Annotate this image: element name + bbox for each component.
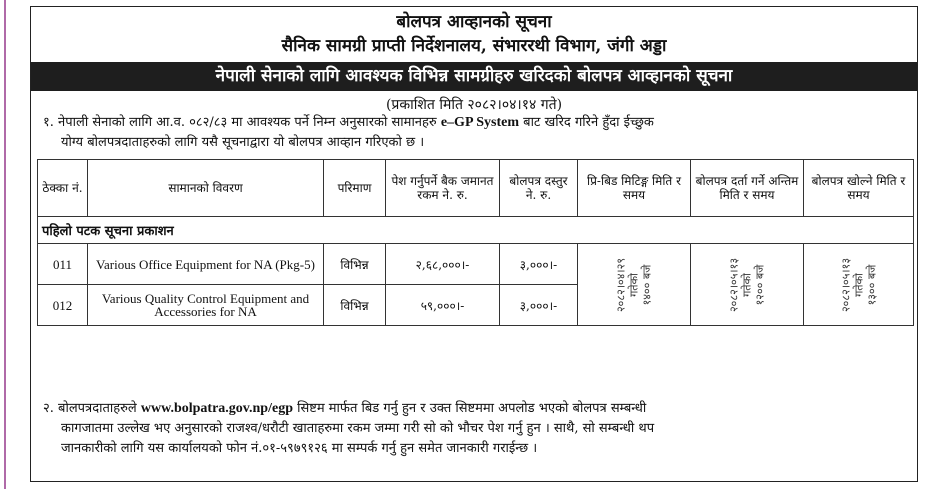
para2-text-d: जानकारीको लागि यस कार्यालयको फोन नं.०१-५९७९१२६ मा सम्पर्क गर्नु हुन समेत जानकारी गराईन्छ । <box>61 441 538 456</box>
header-prebid-meeting: प्रि-बिड मिटिङ्ग मिति र समय <box>578 160 691 217</box>
para2-text-b: सिष्टम मार्फत बिड गर्नु हुन र उक्त सिष्टममा अपलोड भएको बोलपत्र सम्बन्धी <box>297 401 647 416</box>
para1-text-b: बाट खरिद गरिने हुँदा ईच्छुक <box>523 115 654 130</box>
paragraph-2 <box>43 399 907 459</box>
para2-text-c: कागजातमा उल्लेख भए अनुसारको राजश्व/धरौटी खाताहरुमा रकम जम्मा गरी सो को भौचर पेश गर्नु हुन । साथै, सो सम्बन्धी थप <box>61 421 655 436</box>
deadline-day: गतेको <box>740 272 754 297</box>
opening-time: १३०० बजे <box>865 264 878 305</box>
notice-title: बोलपत्र आव्हानको सूचना <box>396 12 552 32</box>
header-bank-guarantee: पेश गर्नुपर्ने बैक जमानत रकम ने. रु. <box>386 160 500 217</box>
deadline-datetime <box>691 244 804 326</box>
prebid-date: २०८२।०४।२९ <box>614 257 628 312</box>
header-contract-no: ठेक्का नं. <box>38 160 88 217</box>
bid-fee: ३,०००।- <box>500 285 578 326</box>
contract-no: 012 <box>38 285 88 326</box>
header-bid-opening: बोलपत्र खोल्ने मिति र समय <box>804 160 914 217</box>
notice-frame <box>30 6 918 482</box>
item-quantity: विभिन्न <box>324 244 386 285</box>
para1-text-c: योग्य बोलपत्रदाताहरुको लागि यसै सूचनाद्वारा यो बोलपत्र आव्हान गरिएको छ । <box>61 135 425 150</box>
left-margin-rule <box>4 0 6 489</box>
section-row <box>38 217 914 244</box>
para2-number: २. <box>43 401 54 416</box>
header-description: सामानको विवरण <box>88 160 324 217</box>
deadline-time: १२०० बजे <box>753 264 767 305</box>
published-date: (प्रकाशित मिति २०८२।०४।१४ गते) <box>385 97 563 113</box>
paragraph-1 <box>43 113 907 153</box>
item-description: Various Office Equipment for NA (Pkg-5) <box>88 244 324 285</box>
prebid-day: गतेको <box>627 272 641 297</box>
prebid-time: १४०० बजे <box>640 264 654 305</box>
header-submission-deadline: बोलपत्र दर्ता गर्ने अन्तिम मिति र समय <box>691 160 804 217</box>
section-label: पहिलो पटक सूचना प्रकाशन <box>38 217 914 244</box>
para2-text-a: बोलपत्रदाताहरुले <box>58 401 137 416</box>
opening-datetime <box>804 244 914 326</box>
opening-date: २०८२।०५।१३ <box>839 257 852 312</box>
bolpatra-url-link[interactable]: www.bolpatra.gov.np/egp <box>140 401 293 416</box>
notice-banner: नेपाली सेनाको लागि आवश्यक विभिन्न सामग्रीहरु खरिदको बोलपत्र आव्हानको सूचना <box>31 62 917 91</box>
item-quantity: विभिन्न <box>324 285 386 326</box>
item-description: Various Quality Control Equipment and Accessories for NA <box>88 285 324 326</box>
deadline-date: २०८२।०५।१३ <box>727 257 741 312</box>
bank-guarantee-amount: २,६८,०००।- <box>386 244 500 285</box>
egp-system-label: e–GP System <box>440 115 519 130</box>
para1-text-a: नेपाली सेनाको लागि आ.व. ०८२/८३ मा आवश्यक पर्ने निम्न अनुसारको सामानहरु <box>58 115 437 130</box>
header-quantity: परिमाण <box>324 160 386 217</box>
bid-fee: ३,०००।- <box>500 244 578 285</box>
prebid-datetime <box>578 244 691 326</box>
para1-number: १. <box>43 115 54 130</box>
table-header-row <box>38 160 914 217</box>
office-name: सैनिक सामग्री प्राप्ती निर्देशनालय, संभाररथी विभाग, जंगी अड्डा <box>281 36 667 56</box>
opening-day: गतेको <box>852 272 865 297</box>
header-bid-fee: बोलपत्र दस्तुर ने. रु. <box>500 160 578 217</box>
bid-table <box>37 159 914 326</box>
table-row <box>38 244 914 285</box>
contract-no: 011 <box>38 244 88 285</box>
bank-guarantee-amount: ५९,०००।- <box>386 285 500 326</box>
